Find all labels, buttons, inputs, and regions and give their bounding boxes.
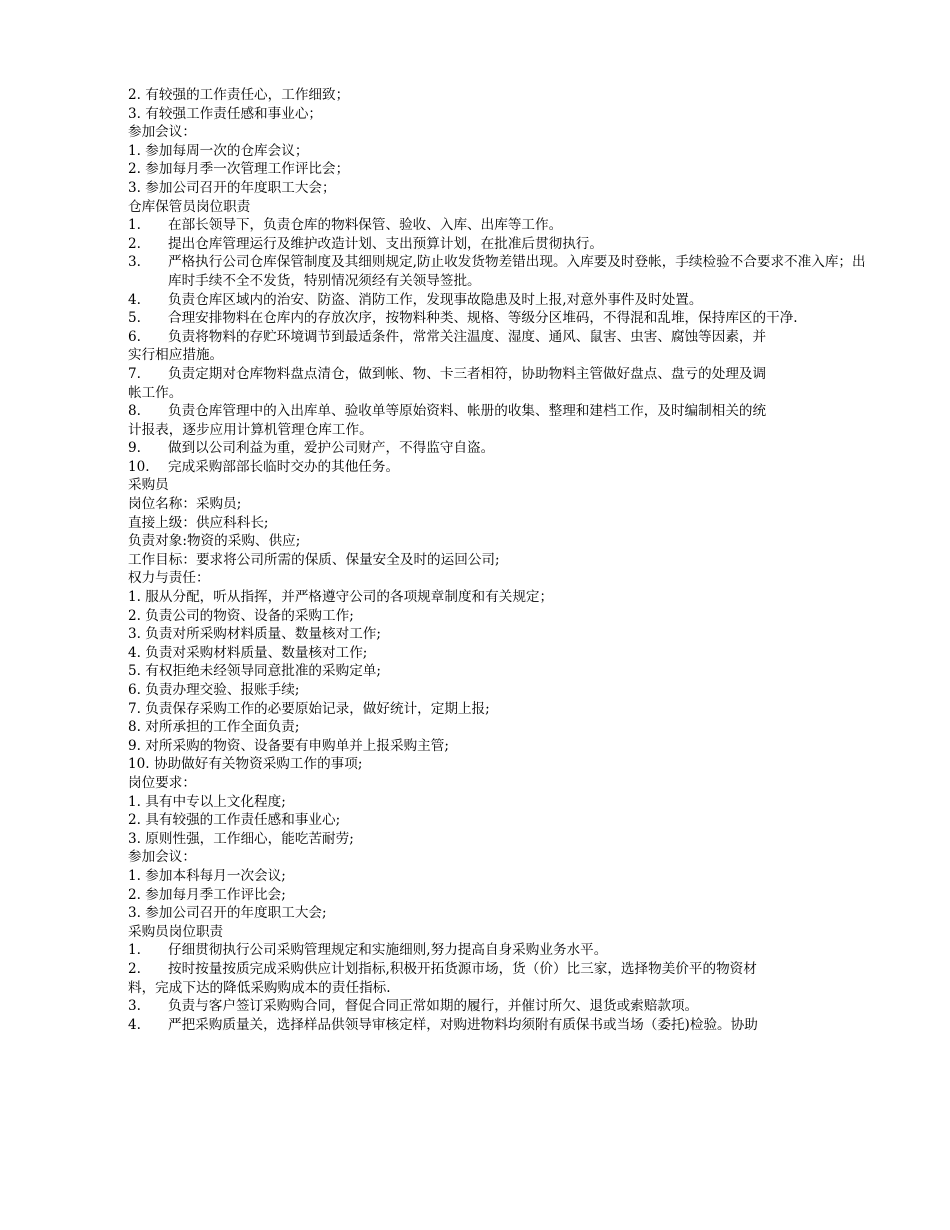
item-number: 5.	[128, 310, 141, 327]
duty-item	[128, 235, 868, 254]
text-line: 采购员	[128, 477, 169, 494]
duty-item	[128, 253, 868, 290]
item-text: 严格执行公司仓库保管制度及其细则规定,防止收发货物差错出现。入库要及时登帐，手续检验不合要求不准入库；出库时手续不全不发货，特别情况须经有关领导签批。	[168, 254, 866, 289]
duty-item	[128, 960, 868, 979]
text-line: 9. 对所采购的物资、设备要有申购单并上报采购主管;	[128, 737, 449, 754]
text-line: 8. 对所承担的工作全面负责;	[128, 719, 300, 736]
duty-item	[128, 216, 868, 235]
text-line: 1. 参加本科每月一次会议;	[128, 867, 286, 884]
text-line: 2. 有较强的工作责任心，工作细致；	[128, 87, 350, 103]
text-line: 3. 原则性强，工作细心，能吃苦耐劳;	[128, 830, 354, 847]
item-text: 合理安排物料在仓库内的存放次序，按物料种类、规格、等级分区堆码，不得混和乱堆，保持库区的干净.	[168, 310, 798, 327]
item-text: 仔细贯彻执行公司采购管理规定和实施细则,努力提高自身采购业务水平。	[168, 942, 608, 959]
item-number: 8.	[128, 403, 141, 420]
text-line: 权力与责任：	[128, 570, 210, 587]
item-text: 负责定期对仓库物料盘点清仓，做到帐、物、卡三者相符，协助物料主管做好盘点、盘亏的处理及调	[168, 365, 767, 382]
text-line: 3. 参加公司召开的年度职工大会；	[128, 179, 336, 196]
item-text: 负责仓库区域内的治安、防盗、消防工作，发现事故隐患及时上报,对意外事件及时处置。	[168, 291, 703, 308]
text-line: 2. 参加每月季一次管理工作评比会；	[128, 161, 350, 178]
text-line: 2. 参加每月季工作评比会;	[128, 886, 286, 903]
item-continuation: 帐工作。	[128, 384, 183, 401]
item-number: 7.	[128, 365, 141, 382]
duty-item	[128, 402, 868, 421]
text-line: 5. 有权拒绝未经领导同意批准的采购定单;	[128, 663, 381, 680]
item-text: 负责将物料的存贮环境调节到最适条件，常常关注温度、湿度、通风、鼠害、虫害、腐蚀等因素，并	[168, 328, 767, 345]
item-continuation: 实行相应措施。	[128, 347, 224, 364]
text-line: 4. 负责对采购材料质量、数量核对工作;	[128, 644, 368, 661]
text-line: 岗位名称：采购员;	[128, 496, 242, 513]
text-line: 1. 服从分配，听从指挥，并严格遵守公司的各项规章制度和有关规定；	[128, 589, 554, 606]
duty-item	[128, 365, 868, 384]
item-text: 负责与客户签订采购购合同，督促合同正常如期的履行，并催讨所欠、退货或索赔款项。	[168, 998, 699, 1015]
duty-item	[128, 291, 868, 310]
item-number: 4.	[128, 291, 141, 308]
item-text: 按时按量按质完成采购供应计划指标,积极开拓货源市场，货（价）比三家，选择物美价平的物资材	[168, 960, 757, 977]
duty-item	[128, 997, 868, 1016]
duty-item	[128, 439, 868, 458]
text-line: 2. 具有较强的工作责任感和事业心;	[128, 812, 341, 829]
purchaser-section	[128, 476, 868, 941]
text-line: 参加会议：	[128, 849, 196, 866]
text-line: 仓库保管员岗位职责	[128, 198, 251, 215]
text-line: 采购员岗位职责	[128, 923, 224, 940]
purchasing-duties-list	[128, 941, 868, 1034]
item-number: 10.	[128, 458, 150, 475]
document-page	[128, 86, 868, 1034]
text-line: 3. 参加公司召开的年度职工大会;	[128, 905, 327, 922]
item-number: 3.	[128, 254, 141, 271]
item-number: 9.	[128, 440, 141, 457]
text-line: 直接上级：供应科科长;	[128, 514, 269, 531]
text-line: 1. 参加每周一次的仓库会议；	[128, 142, 309, 159]
text-line: 3. 负责对所采购材料质量、数量核对工作;	[128, 626, 381, 643]
item-text: 提出仓库管理运行及维护改造计划、支出预算计划，在批准后贯彻执行。	[168, 235, 603, 252]
text-line: 2. 负责公司的物资、设备的采购工作;	[128, 607, 354, 624]
text-line: 负责对象:物资的采购、供应;	[128, 533, 301, 550]
item-continuation: 料，完成下达的降低采购购成本的责任指标.	[128, 979, 391, 996]
item-number: 1.	[128, 217, 141, 234]
text-line: 岗位要求：	[128, 774, 196, 791]
item-text: 负责仓库管理中的入出库单、验收单等原始资料、帐册的收集、整理和建档工作，及时编制相关的统	[168, 403, 767, 420]
item-number: 2.	[128, 960, 141, 977]
text-line: 7. 负责保存采购工作的必要原始记录，做好统计，定期上报;	[128, 700, 490, 717]
item-number: 6.	[128, 328, 141, 345]
duty-item	[128, 941, 868, 960]
duty-item	[128, 309, 868, 328]
item-text: 严把采购质量关，选择样品供领导审核定样，对购进物料均须附有质保书或当场（委托)检验。协助	[168, 1016, 758, 1033]
item-text: 完成采购部部长临时交办的其他任务。	[168, 458, 400, 475]
duty-item	[128, 1016, 868, 1035]
item-continuation: 计报表，逐步应用计算机管理仓库工作。	[128, 421, 373, 438]
item-text: 在部长领导下，负责仓库的物料保管、验收、入库、出库等工作。	[168, 217, 563, 234]
item-number: 3.	[128, 998, 141, 1015]
duty-item	[128, 458, 868, 477]
text-line: 6. 负责办理交验、报账手续;	[128, 682, 300, 698]
item-number: 1.	[128, 942, 141, 959]
duty-item	[128, 328, 868, 347]
item-text: 做到以公司利益为重，爱护公司财产，不得监守自盗。	[168, 440, 495, 457]
text-line: 3. 有较强工作责任感和事业心；	[128, 105, 323, 122]
warehouse-duties-list	[128, 216, 868, 476]
item-number: 4.	[128, 1016, 141, 1033]
text-line: 1. 具有中专以上文化程度;	[128, 793, 286, 810]
text-line: 10. 协助做好有关物资采购工作的事项;	[128, 756, 363, 773]
top-section	[128, 86, 868, 216]
text-line: 工作目标：要求将公司所需的保质、保量安全及时的运回公司;	[128, 551, 500, 568]
item-number: 2.	[128, 235, 141, 252]
text-line: 参加会议：	[128, 124, 196, 141]
